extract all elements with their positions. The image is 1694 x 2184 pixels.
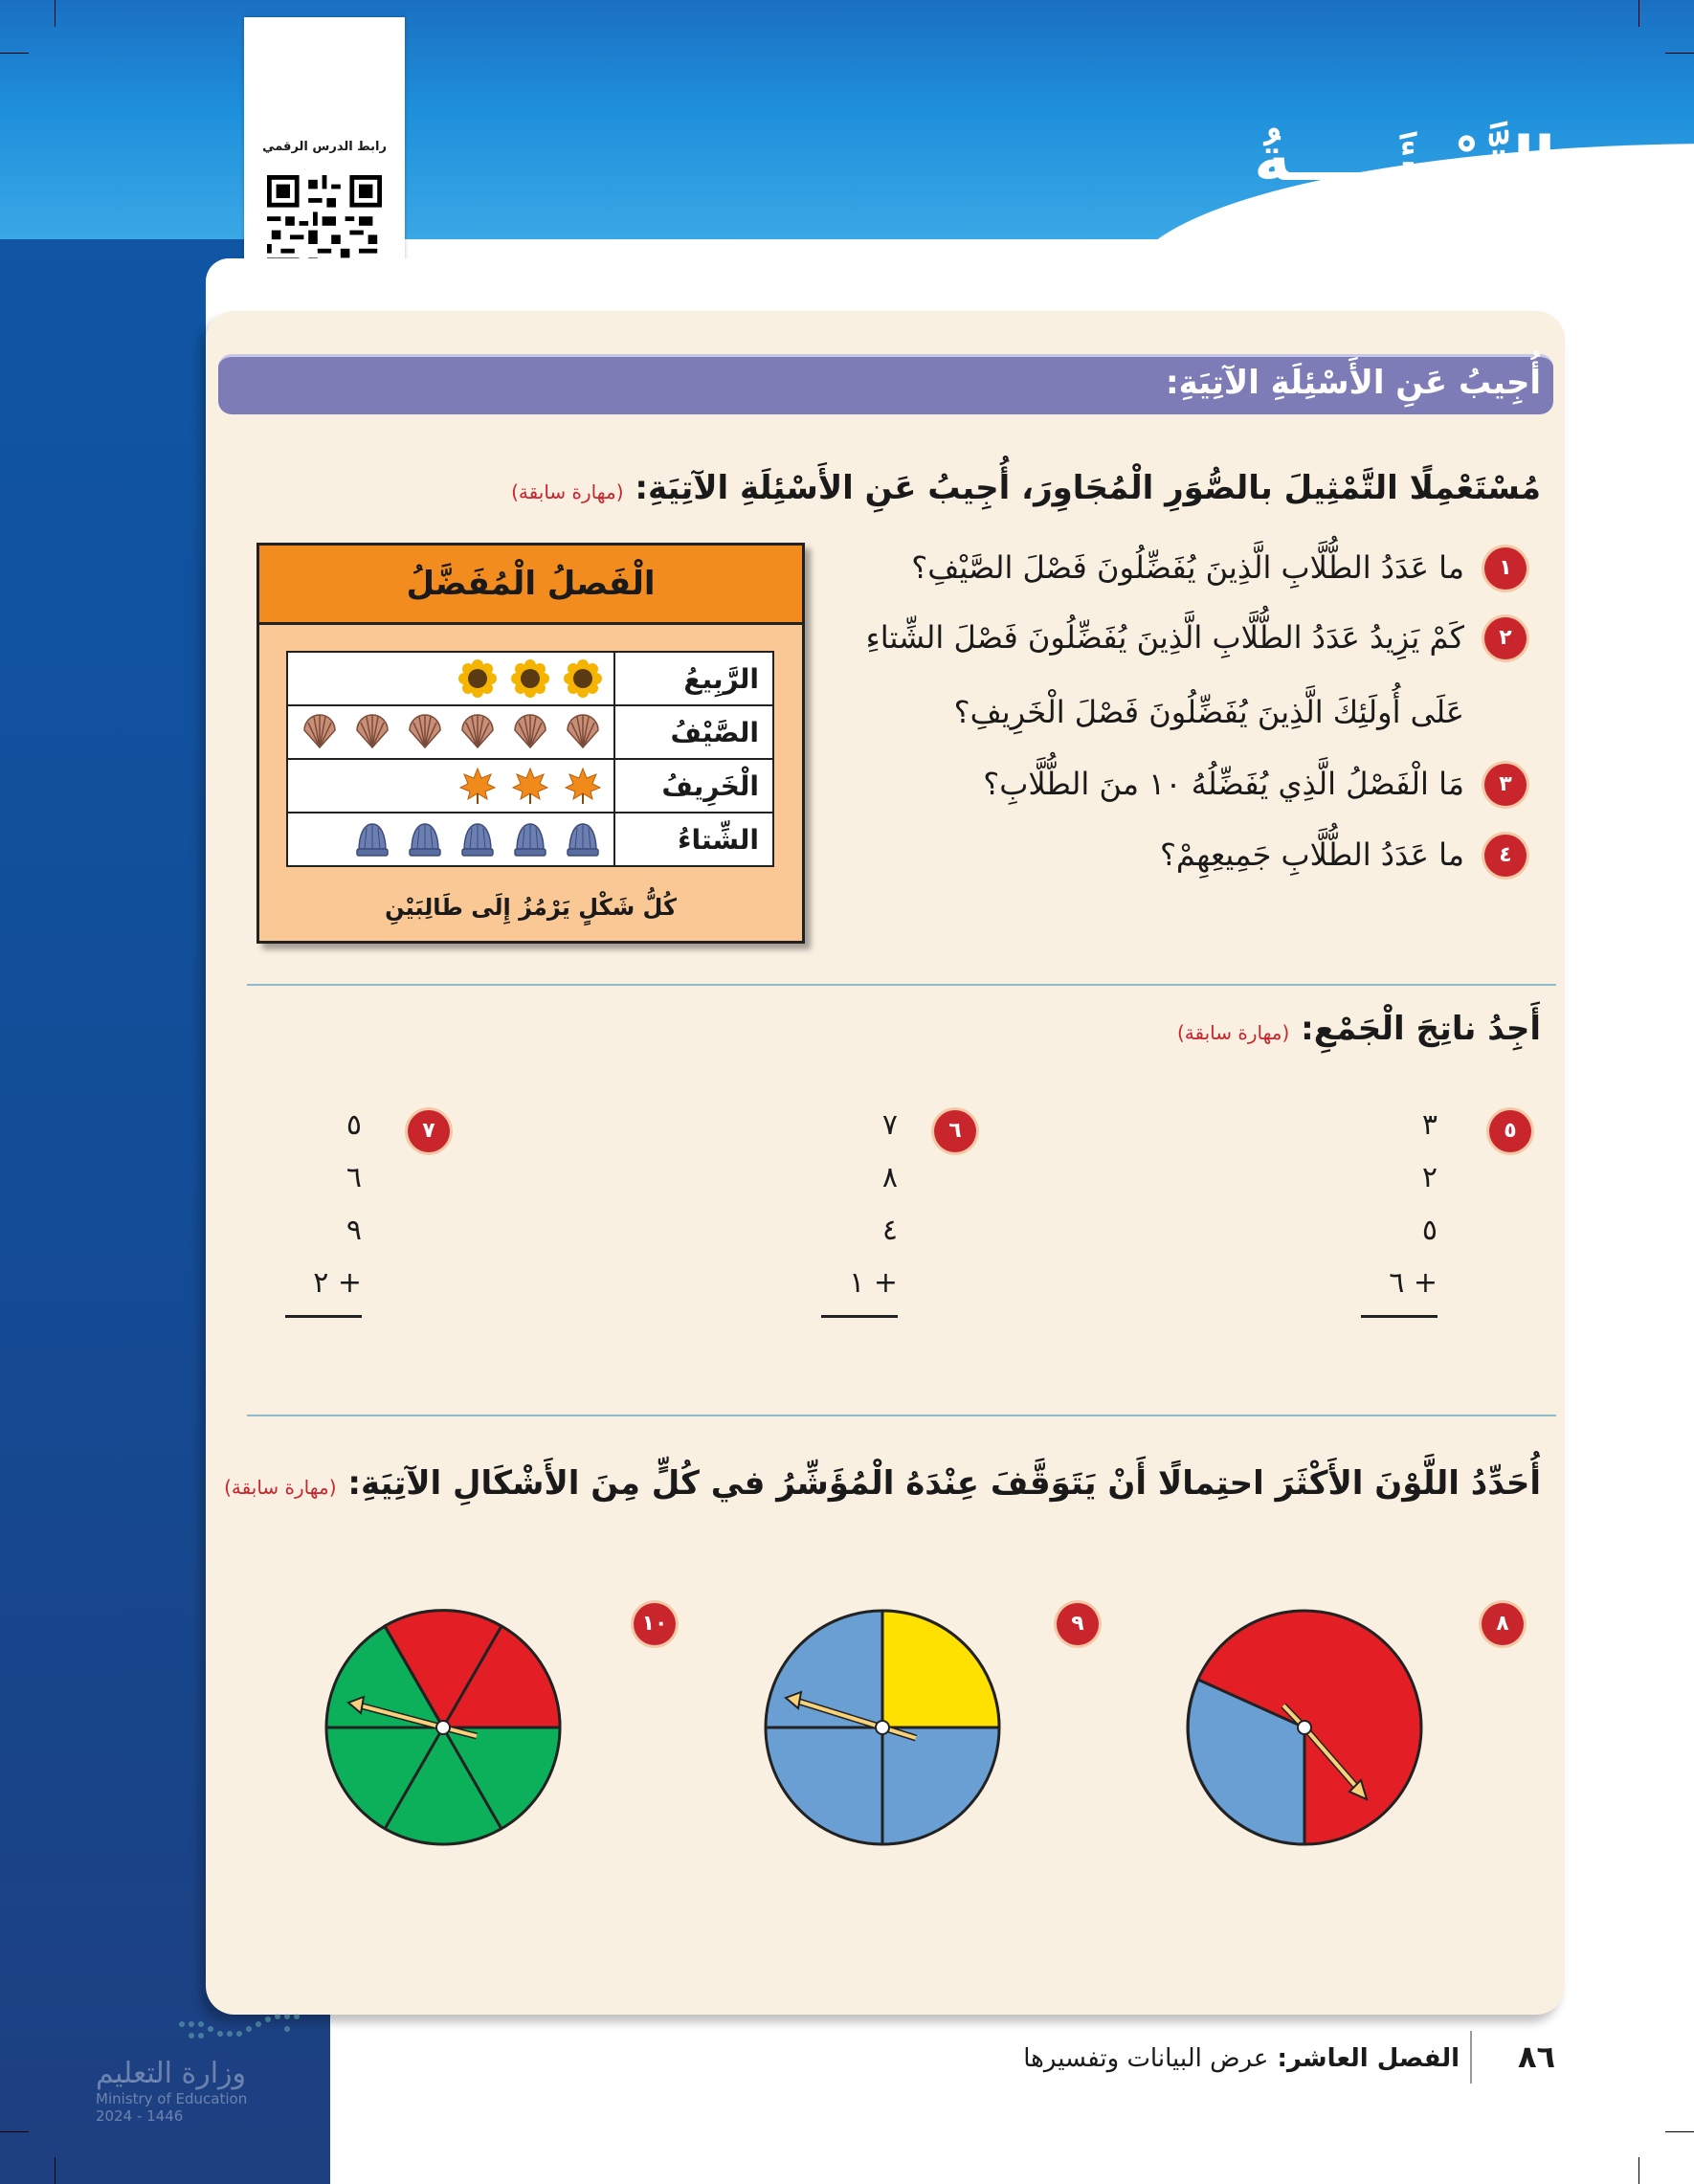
page-number: ٨٦ bbox=[1517, 2039, 1555, 2075]
section2-heading bbox=[1177, 1010, 1541, 1048]
sunflower-icon bbox=[564, 659, 602, 698]
crop-mark bbox=[1638, 2157, 1639, 2184]
addend: ٣ bbox=[1421, 1108, 1438, 1142]
addend: ٨ bbox=[881, 1161, 898, 1194]
wool-hat-icon bbox=[564, 820, 602, 858]
sum-line bbox=[285, 1315, 362, 1371]
seashell-icon bbox=[406, 713, 444, 751]
question-4-text: ما عَدَدُ الطُّلَّابِ جَمِيعِهِمْ؟ bbox=[1159, 836, 1464, 873]
chapter-label: الفصل العاشر: bbox=[1277, 2044, 1460, 2073]
wool-hat-icon bbox=[353, 820, 391, 858]
addition-problem-7 bbox=[285, 1099, 362, 1371]
spinner-8 bbox=[1185, 1608, 1424, 1847]
section3-heading-text: أُحَدِّدُ اللَّوْنَ الأَكْثَرَ احتِمالًا أَنْ يَتَوَقَّفَ عِنْدَهُ الْمُؤَشِّرُ في كُلٍّ مِنَ الأَشْكَالِ الآتِيَةِ: bbox=[347, 1464, 1541, 1503]
section1-heading bbox=[511, 469, 1541, 507]
seashell-icon bbox=[458, 713, 497, 751]
skill-tag: (مهارة سابقة) bbox=[511, 480, 624, 503]
addend: ٦ bbox=[345, 1161, 362, 1194]
section3-heading bbox=[224, 1464, 1541, 1503]
ministry-name-en: Ministry of Education bbox=[96, 2090, 248, 2107]
sum-line bbox=[821, 1315, 898, 1371]
pictograph-label: الشِّتاءُ bbox=[614, 813, 773, 866]
section-divider bbox=[247, 984, 1556, 986]
section2-heading-text: أَجِدُ ناتِجَ الْجَمْعِ: bbox=[1301, 1010, 1541, 1048]
question-number: ١ bbox=[1484, 547, 1527, 590]
question-number: ٢ bbox=[1484, 617, 1527, 659]
pictograph-row bbox=[287, 813, 773, 866]
question-number: ١٠ bbox=[634, 1603, 676, 1645]
autumn-leaf-icon bbox=[511, 767, 549, 805]
spinner-9 bbox=[763, 1608, 1002, 1847]
wool-hat-icon bbox=[511, 820, 549, 858]
autumn-leaf-icon bbox=[458, 767, 497, 805]
question-1-text: ما عَدَدُ الطُّلَّابِ الَّذِينَ يُفَضِّلُونَ فَصْلَ الصَّيْفِ؟ bbox=[911, 549, 1464, 586]
sunflower-icon bbox=[458, 659, 497, 698]
sunflower-icon bbox=[511, 659, 549, 698]
ministry-year: 2024 - 1446 bbox=[96, 2107, 184, 2125]
crop-mark bbox=[1638, 0, 1639, 27]
question-number: ٦ bbox=[934, 1110, 976, 1152]
ministry-dots-icon bbox=[96, 2005, 325, 2053]
addend: ٧ bbox=[881, 1108, 898, 1142]
ministry-logo bbox=[96, 2005, 325, 2125]
skill-tag: (مهارة سابقة) bbox=[1176, 1021, 1290, 1044]
footer-separator bbox=[1470, 2031, 1472, 2084]
qr-caption: رابط الدرس الرقمي bbox=[262, 140, 387, 154]
crop-mark bbox=[1665, 53, 1694, 54]
addition-problem-6 bbox=[821, 1099, 898, 1371]
pictograph-table bbox=[286, 651, 774, 867]
pictograph-icons bbox=[287, 705, 614, 759]
question-number: ٤ bbox=[1484, 835, 1527, 877]
ministry-name-ar: وزارة التعليم bbox=[96, 2057, 247, 2090]
addend: ٢ bbox=[1421, 1161, 1438, 1194]
question-2-text-line2: عَلَى أُولَئِكَ الَّذِينَ يُفَضِّلُونَ فَصْلَ الْخَرِيفِ؟ bbox=[953, 694, 1464, 730]
addend-last: ٢ + bbox=[313, 1266, 362, 1300]
pictograph bbox=[256, 543, 805, 944]
chapter-title: عرض البيانات وتفسيرها bbox=[1023, 2044, 1269, 2073]
seashell-icon bbox=[564, 713, 602, 751]
sum-line bbox=[1361, 1315, 1438, 1371]
seashell-icon bbox=[353, 713, 391, 751]
crop-mark bbox=[0, 53, 29, 54]
pictograph-title: الْفَصلُ الْمُفَضَّلُ bbox=[259, 546, 802, 625]
spinner-center bbox=[436, 1721, 450, 1734]
question-number: ٩ bbox=[1057, 1603, 1099, 1645]
pictograph-label: الْخَرِيفُ bbox=[614, 759, 773, 813]
pictograph-row bbox=[287, 652, 773, 705]
addend-last: ٦ + bbox=[1389, 1266, 1438, 1300]
seashell-icon bbox=[511, 713, 549, 751]
seashell-icon bbox=[301, 713, 339, 751]
addend: ٥ bbox=[1421, 1214, 1438, 1247]
instructions-text: أُجِيبُ عَنِ الأَسْئِلَةِ الآتِيَةِ: bbox=[1166, 364, 1541, 402]
question-2-text-line1: كَمْ يَزِيدُ عَدَدُ الطُّلَّابِ الَّذِينَ يُفَضِّلُونَ فَصْلَ الشِّتاءِ bbox=[865, 619, 1464, 656]
autumn-leaf-icon bbox=[564, 767, 602, 805]
question-number: ٨ bbox=[1482, 1603, 1524, 1645]
addend: ٤ bbox=[881, 1214, 898, 1247]
question-number: ٥ bbox=[1489, 1110, 1531, 1152]
question-number: ٧ bbox=[408, 1110, 450, 1152]
addend-last: ١ + bbox=[849, 1266, 898, 1300]
spinner-yellow-region bbox=[882, 1611, 999, 1727]
pictograph-label: الرَّبِيعُ bbox=[614, 652, 773, 705]
skill-tag: (مهارة سابقة) bbox=[224, 1476, 337, 1499]
crop-mark bbox=[55, 0, 56, 27]
wool-hat-icon bbox=[458, 820, 497, 858]
crop-mark bbox=[1665, 2131, 1694, 2132]
spinner-10 bbox=[323, 1608, 563, 1847]
wool-hat-icon bbox=[406, 820, 444, 858]
section-divider bbox=[247, 1415, 1556, 1416]
pictograph-label: الصَّيْفُ bbox=[614, 705, 773, 759]
addition-problem-5 bbox=[1361, 1099, 1438, 1371]
crop-mark bbox=[55, 2157, 56, 2184]
pictograph-icons bbox=[287, 759, 614, 813]
pictograph-row bbox=[287, 705, 773, 759]
spinner-center bbox=[876, 1721, 889, 1734]
pictograph-icons bbox=[287, 652, 614, 705]
question-number: ٣ bbox=[1484, 764, 1527, 806]
addend: ٩ bbox=[345, 1214, 362, 1247]
pictograph-row bbox=[287, 759, 773, 813]
spinner-center bbox=[1298, 1721, 1311, 1734]
crop-mark bbox=[0, 2131, 29, 2132]
pictograph-key: كُلُّ شَكْلٍ يَرْمُزُ إِلَى طَالِبَيْنِ bbox=[385, 894, 677, 921]
addend: ٥ bbox=[345, 1108, 362, 1142]
pictograph-icons bbox=[287, 813, 614, 866]
section1-heading-text: مُسْتَعْمِلًا التَّمْثِيلَ بالصُّوَرِ الْمُجَاوِرَ، أُجِيبُ عَنِ الأَسْئِلَةِ الآتِيَةِ: bbox=[635, 469, 1541, 507]
page-title: التَّهْيِئَـــــةُ bbox=[1254, 124, 1555, 195]
question-3-text: مَا الْفَصْلُ الَّذِي يُفَضِّلُهُ ١٠ منَ الطُّلَّابِ؟ bbox=[983, 766, 1464, 802]
footer-chapter bbox=[1023, 2044, 1460, 2073]
